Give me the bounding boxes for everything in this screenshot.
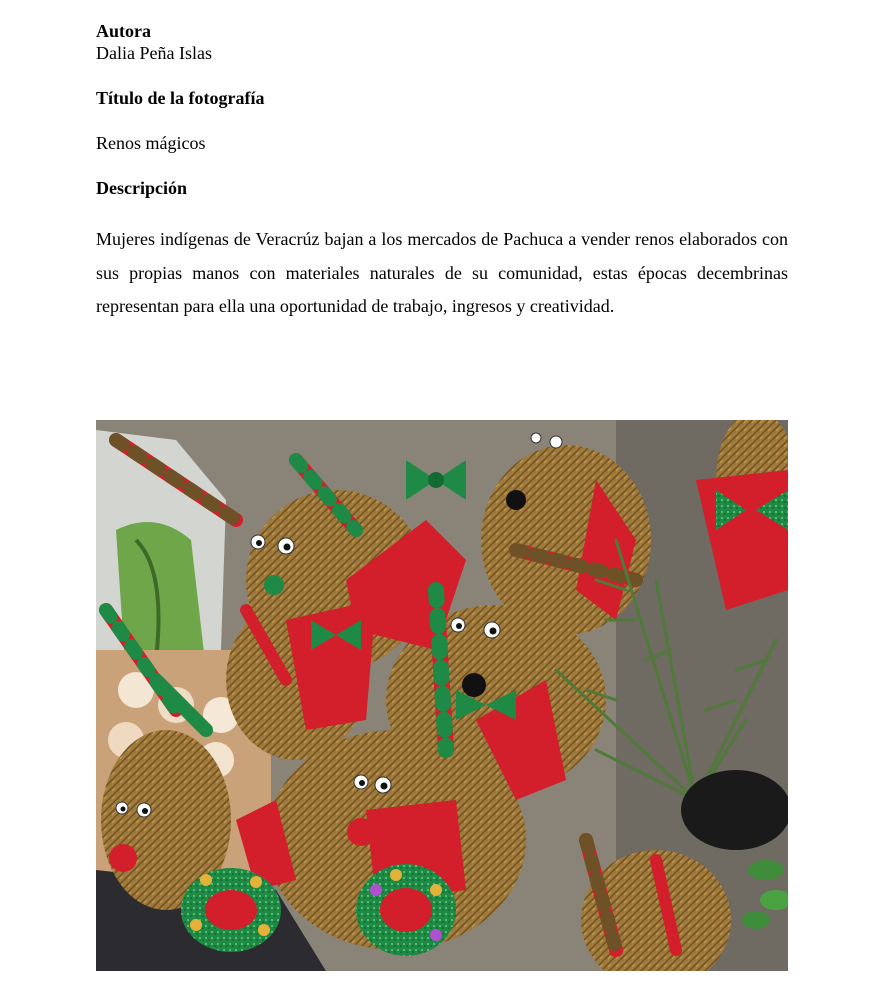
photo-title-value: Renos mágicos [96, 133, 206, 153]
reindeer-photo-illustration [96, 420, 788, 971]
photo-title-label: Título de la fotografía [96, 88, 265, 108]
document-body [96, 20, 788, 342]
author-label: Autora [96, 21, 151, 41]
author-name: Dalia Peña Islas [96, 43, 212, 63]
reindeer-photograph [96, 420, 788, 971]
description-label: Descripción [96, 178, 187, 198]
description-text: Mujeres indígenas de Veracrúz bajan a los mercados de Pachuca a vender renos elaborados con sus propias manos con materiales naturales de su comunidad, estas épocas decembrinas representan para ella una oportunidad de trabajo, ingresos y creatividad. [96, 229, 788, 316]
